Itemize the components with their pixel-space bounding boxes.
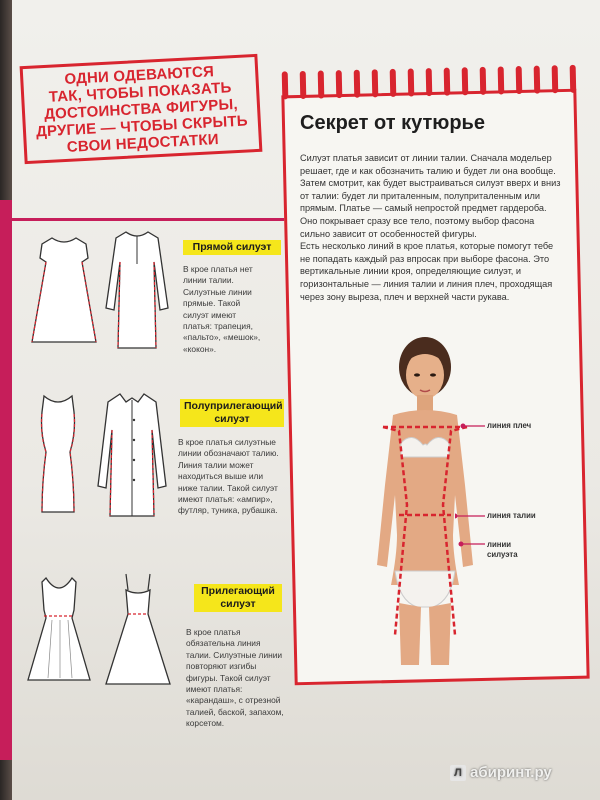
card-title: Секрет от кутюрье <box>300 112 485 134</box>
dress-sheath-drawing <box>30 392 86 518</box>
dress-shirt-drawing <box>96 390 168 522</box>
dress-coat-drawing <box>104 228 170 354</box>
label-silhouette-lines: линии силуэта <box>487 540 518 559</box>
dress-cutwaist-drawing <box>22 574 96 684</box>
figure-pointers <box>455 420 505 560</box>
watermark-text: абиринт.ру <box>470 764 552 781</box>
watermark <box>450 764 552 781</box>
label-waist-line: линия талии <box>487 511 536 520</box>
card-body <box>300 152 562 303</box>
page-edge-band <box>0 200 12 760</box>
dress-trapeze-drawing <box>28 232 100 350</box>
card-paragraph: Силуэт платья зависит от линии талии. Сначала модельер решает, где и как обозначить талию и будет ли она вообще. Затем смотрит, как будет выстраиваться силуэт вверх и вниз от талии: будет ли приталенным, полуприталенным или прямым. Платье — самый непростой предмет гардероба. Оно покрывает сразу все тело, поэтому выбор фасона сильно зависит от особенностей фигуры. <box>300 153 561 239</box>
divider-line <box>12 218 312 221</box>
silhouette-desc-semifitted: В крое платья силуэтные линии обозначают талию. Линия талии может находиться выше или ниже талии. Такой силуэт имеют платья: «ампир», футляр, туника, рубашка. <box>178 437 279 516</box>
silhouette-desc-fitted: В крое платья обязательна линия талии. Силуэтные линии повторяют изгибы фигуры. Такой силуэт имеют платья: «карандаш», с отрезной талией, баской, запахом, корсетом. <box>186 627 284 729</box>
header-stamp <box>20 54 263 164</box>
dress-corset-drawing <box>104 570 172 688</box>
card-paragraph: Есть несколько линий в крое платья, которые помогут тебе не попадать каждый раз впросак при выборе фасона. Это вертикальные линии кроя, определяющие силуэт, и горизонтальные — линия талии и линия плеч, проходящая через зону выреза, плеч и верхней части рукава. <box>300 241 554 302</box>
label-shoulder-line: линия плеч <box>487 421 532 430</box>
silhouette-title-straight: Прямой силуэт <box>183 240 281 255</box>
labirint-logo-icon: Л <box>450 765 466 781</box>
silhouette-title-fitted: Прилегающий силуэт <box>194 584 282 612</box>
silhouette-desc-straight: В крое платья нет линии талии. Силуэтные линии прямые. Такой силуэт имеют платья: трапеция, «пальто», «мешок», «кокон». <box>183 264 261 354</box>
silhouette-title-semifitted: Полуприлегающий силуэт <box>180 399 284 427</box>
header-stamp-text: ОДНИ ОДЕВАЮТСЯ ТАК, ЧТОБЫ ПОКАЗАТЬ ДОСТОИНСТВА ФИГУРЫ, ДРУГИЕ — ЧТОБЫ СКРЫТЬ СВОИ НЕДОСТАТКИ <box>35 62 249 156</box>
